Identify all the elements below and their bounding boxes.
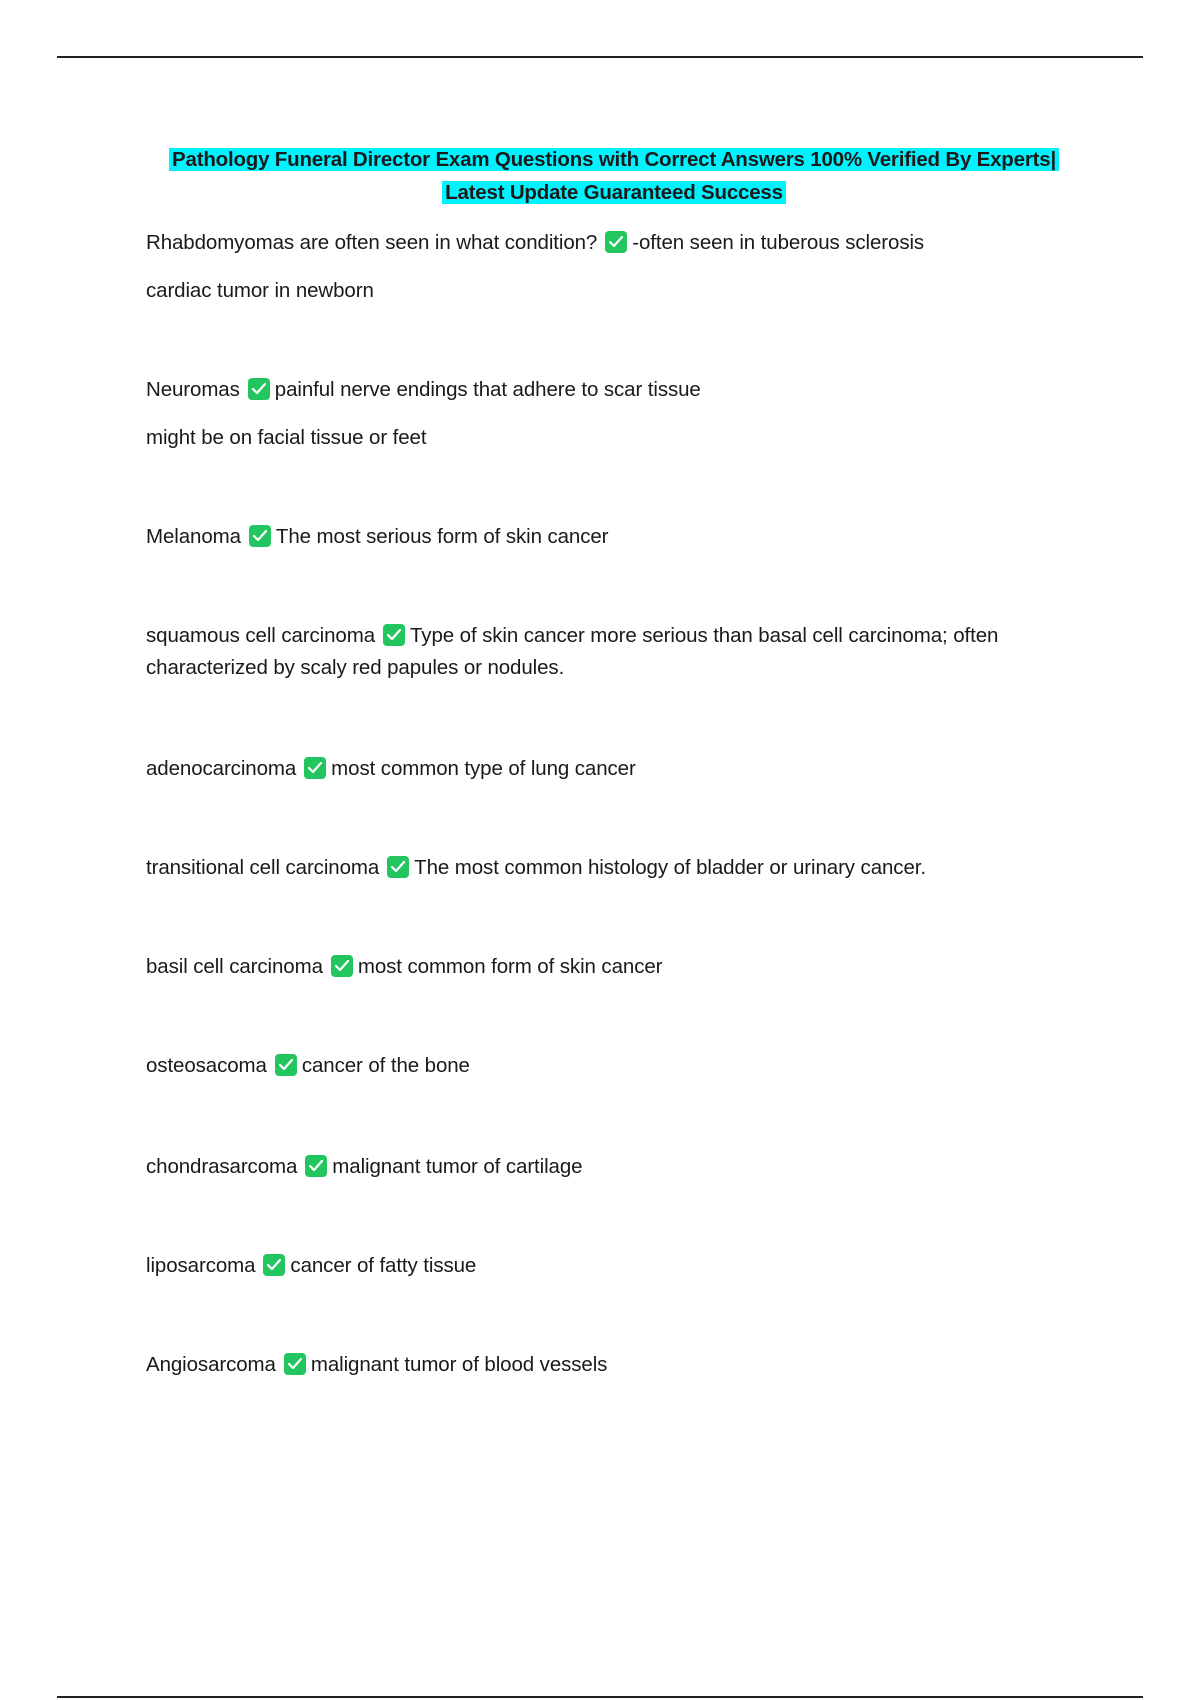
qa-entry <box>146 374 1086 406</box>
check-box-icon <box>275 1054 297 1076</box>
check-box-icon <box>249 525 271 547</box>
question-term: adenocarcinoma <box>146 757 297 780</box>
answer-text: -often seen in tuberous sclerosis <box>632 231 925 254</box>
check-box-icon <box>605 231 627 253</box>
answer-text: malignant tumor of blood vessels <box>310 1353 608 1376</box>
check-box-icon <box>304 757 326 779</box>
check-box-icon <box>263 1254 285 1276</box>
qa-entry <box>146 951 1086 983</box>
question-term: osteosacoma <box>146 1054 267 1077</box>
check-box-icon <box>331 955 353 977</box>
answer-text: cancer of the bone <box>301 1054 470 1077</box>
question-term: squamous cell carcinoma <box>146 624 375 647</box>
qa-entry <box>146 1349 1086 1381</box>
check-box-icon <box>383 624 405 646</box>
question-term: transitional cell carcinoma <box>146 856 380 879</box>
qa-entry <box>146 620 1086 684</box>
qa-entry <box>146 1151 1086 1183</box>
answer-text: painful nerve endings that adhere to scar tissue <box>274 378 701 401</box>
question-term: Angiosarcoma <box>146 1353 276 1376</box>
question-term: Neuromas <box>146 378 240 401</box>
answer-extra-line: might be on facial tissue or feet <box>146 426 427 449</box>
answer-text: most common type of lung cancer <box>331 757 636 780</box>
question-term: basil cell carcinoma <box>146 955 323 978</box>
question-term: Rhabdomyomas are often seen in what condition? <box>146 231 598 254</box>
question-term: chondrasarcoma <box>146 1155 298 1178</box>
document-title <box>146 143 1082 209</box>
qa-entry <box>146 1050 1086 1082</box>
title-line-1: Pathology Funeral Director Exam Questions with Correct Answers 100% Verified By Experts| <box>169 148 1059 171</box>
answer-extra-line: cardiac tumor in newborn <box>146 279 374 302</box>
check-box-icon <box>305 1155 327 1177</box>
check-box-icon <box>387 856 409 878</box>
qa-entry <box>146 753 1086 785</box>
answer-text: malignant tumor of cartilage <box>332 1155 583 1178</box>
answer-text: The most common histology of bladder or urinary cancer. <box>414 856 926 879</box>
title-line-2: Latest Update Guaranteed Success <box>442 181 786 204</box>
answer-text: cancer of fatty tissue <box>290 1254 477 1277</box>
check-box-icon <box>284 1353 306 1375</box>
answer-text: Type of skin cancer more serious than basal cell carcinoma; often characterized by scaly red papules or nodules. <box>146 624 999 679</box>
footer-rule <box>57 1696 1143 1698</box>
qa-entry <box>146 521 1086 553</box>
header-rule <box>57 56 1143 58</box>
check-box-icon <box>248 378 270 400</box>
answer-text: most common form of skin cancer <box>357 955 663 978</box>
qa-entry <box>146 227 1086 259</box>
qa-entry <box>146 1250 1086 1282</box>
question-term: Melanoma <box>146 525 241 548</box>
question-term: liposarcoma <box>146 1254 256 1277</box>
answer-text: The most serious form of skin cancer <box>275 525 609 548</box>
qa-entry <box>146 852 1086 884</box>
